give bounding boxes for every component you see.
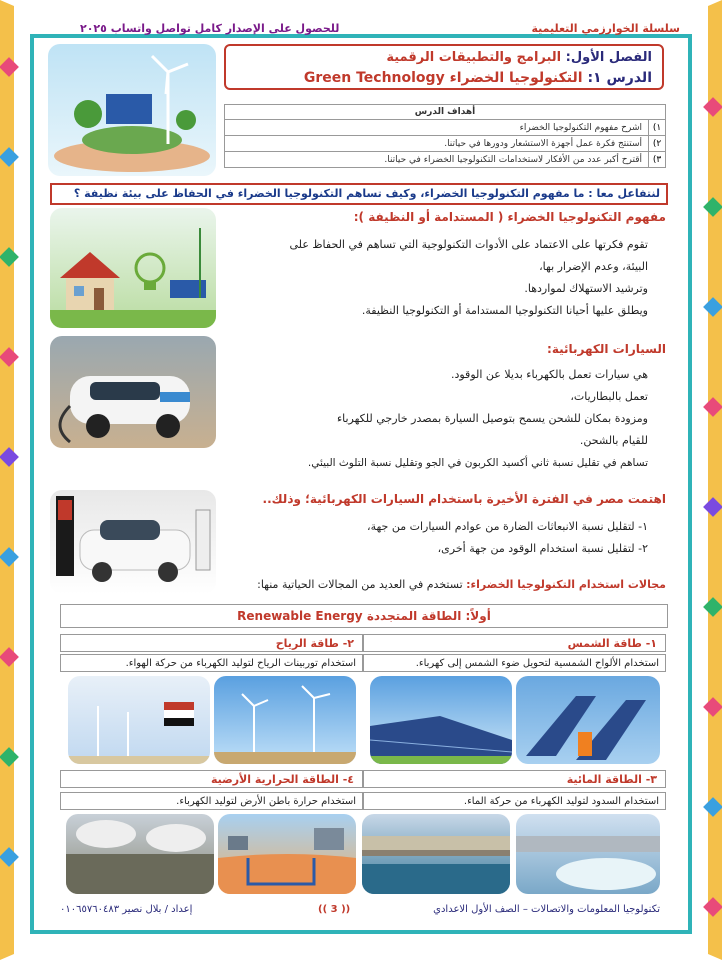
geothermal-energy-desc: استخدام حرارة باطن الأرض لتوليد الكهرباء. bbox=[60, 792, 363, 810]
lesson-title: التكنولوجيا الخضراء Green Technology bbox=[303, 70, 583, 86]
cars-bullet: تساهم في تقليل نسبة ثاني أكسيد الكربون في الجو وتقليل نسبة التلوث البيئي. bbox=[307, 457, 648, 469]
geothermal-diagram-image bbox=[218, 814, 356, 894]
concept-bullet: ويطلق عليها أحيانا التكنولوجيا المستدامة أو التكنولوجيا النظيفة. bbox=[361, 304, 648, 317]
electric-cars-bullets bbox=[228, 364, 648, 474]
egypt-wind-farm-image bbox=[68, 676, 210, 764]
fields-text: تستخدم في العديد من المجالات الحياتية منها: bbox=[257, 578, 463, 591]
concept-bullet: وترشيد الاستهلاك لمواردها. bbox=[524, 282, 648, 295]
dam-water-image bbox=[516, 814, 660, 894]
electric-car-charging-image bbox=[50, 336, 216, 448]
solar-panels-image bbox=[516, 676, 660, 764]
footer-author: إعداد / بلال نصير ٠١٠٦٥٧٦٠٤٨٣ bbox=[60, 904, 193, 915]
goal-row bbox=[225, 152, 665, 167]
concept-bullet: تقوم فكرتها على الاعتماد على الأدوات التكنولوجية التي تساهم في الحفاظ على bbox=[289, 238, 648, 251]
hydro-energy-desc: استخدام السدود لتوليد الكهرباء من حركة الماء. bbox=[363, 792, 666, 810]
hydro-energy-title: ٣- الطاقة المائية bbox=[363, 770, 666, 788]
goal-text: اشرح مفهوم التكنولوجيا الخضراء bbox=[519, 122, 642, 133]
solar-energy-title: ١- طاقة الشمس bbox=[363, 634, 666, 652]
series-name: سلسلة الخوارزمي التعليمية bbox=[531, 22, 680, 35]
footer-subject: تكنولوجيا المعلومات والاتصالات – الصف الأول الاعدادي bbox=[433, 904, 660, 915]
goal-number: ١) bbox=[648, 120, 665, 135]
renewable-heading-text: أولاً: الطاقة المتجددة Renewable Energy bbox=[237, 609, 491, 623]
egypt-reason: ١- لتقليل نسبة الانبعاثات الضارة من عوادم السيارات من جهة، bbox=[367, 520, 648, 533]
lesson-prefix: الدرس ١: bbox=[587, 70, 652, 86]
solar-energy-desc: استخدام الألواح الشمسية لتحويل ضوء الشمس إلى كهرباء. bbox=[363, 654, 666, 672]
goal-number: ٣) bbox=[648, 152, 665, 167]
chapter-title-box bbox=[224, 44, 664, 90]
geothermal-energy-title: ٤- الطاقة الحرارية الأرضية bbox=[60, 770, 363, 788]
cars-bullet: للقيام بالشحن. bbox=[579, 434, 648, 447]
goal-row bbox=[225, 136, 665, 152]
egypt-reason: ٢- لتقليل نسبة استخدام الوقود من جهة أخرى، bbox=[437, 542, 648, 555]
lesson-goals-table bbox=[224, 104, 666, 168]
solar-field-image bbox=[370, 676, 512, 764]
egypt-title: اهتمت مصر في الفترة الأخيرة باستخدام السيارات الكهربائية؛ وذلك.. bbox=[262, 492, 666, 506]
interaction-question: لنتفاعل معا : ما مفهوم التكنولوجيا الخضراء، وكيف تساهم التكنولوجيا الخضراء في الحفاظ على بيئة نظيفة ؟ bbox=[50, 183, 668, 205]
goal-text: أستنتج فكرة عمل أجهزة الاستشعار ودورها في حياتنا. bbox=[444, 138, 642, 149]
chapter-line bbox=[386, 50, 652, 65]
chapter-title: البرامج والتطبيقات الرقمية bbox=[386, 50, 562, 65]
egypt-electric-car-image bbox=[50, 490, 216, 594]
whatsapp-note: للحصول على الإصدار كامل تواصل واتساب ٢٠٢٥ bbox=[80, 22, 340, 35]
wind-energy-desc: استخدام توربينات الرياح لتوليد الكهرباء من حركة الهواء. bbox=[60, 654, 363, 672]
fields-line bbox=[257, 578, 666, 591]
wind-turbines-image bbox=[214, 676, 356, 764]
renewable-energy-heading bbox=[60, 604, 668, 628]
concept-bullet: البيئة، وعدم الإضرار بها، bbox=[539, 260, 648, 273]
green-house-image bbox=[50, 208, 216, 328]
electric-cars-title: السيارات الكهربائية: bbox=[547, 342, 666, 356]
chapter-prefix: الفصل الأول: bbox=[565, 50, 652, 65]
lesson-line bbox=[304, 70, 652, 86]
page-footer bbox=[60, 904, 660, 922]
goal-text: أقترح أكبر عدد من الأفكار لاستخدامات التكنولوجيا الخضراء في حياتنا. bbox=[384, 154, 642, 165]
high-dam-image bbox=[362, 814, 510, 894]
cars-bullet: هي سيارات تعمل بالكهرباء بديلا عن الوقود. bbox=[450, 368, 648, 381]
goal-row bbox=[225, 120, 665, 136]
cars-bullet: تعمل بالبطاريات، bbox=[570, 390, 648, 403]
concept-title: مفهوم التكنولوجيا الخضراء ( المستدامة أو النظيفة ): bbox=[353, 210, 666, 224]
green-tech-hand-image bbox=[48, 44, 216, 176]
fields-title: مجالات استخدام التكنولوجيا الخضراء: bbox=[466, 578, 666, 591]
geothermal-plant-image bbox=[66, 814, 214, 894]
goal-number: ٢) bbox=[648, 136, 665, 151]
footer-page-number: (( 3 )) bbox=[318, 904, 351, 915]
egypt-reasons bbox=[228, 516, 648, 560]
cars-bullet: ومزودة بمكان للشحن يسمح بتوصيل السيارة بمصدر خارجي للكهرباء bbox=[336, 412, 648, 425]
concept-bullets bbox=[228, 234, 648, 322]
wind-energy-title: ٢- طاقة الرياح bbox=[60, 634, 363, 652]
goals-heading: أهداف الدرس bbox=[225, 105, 665, 120]
